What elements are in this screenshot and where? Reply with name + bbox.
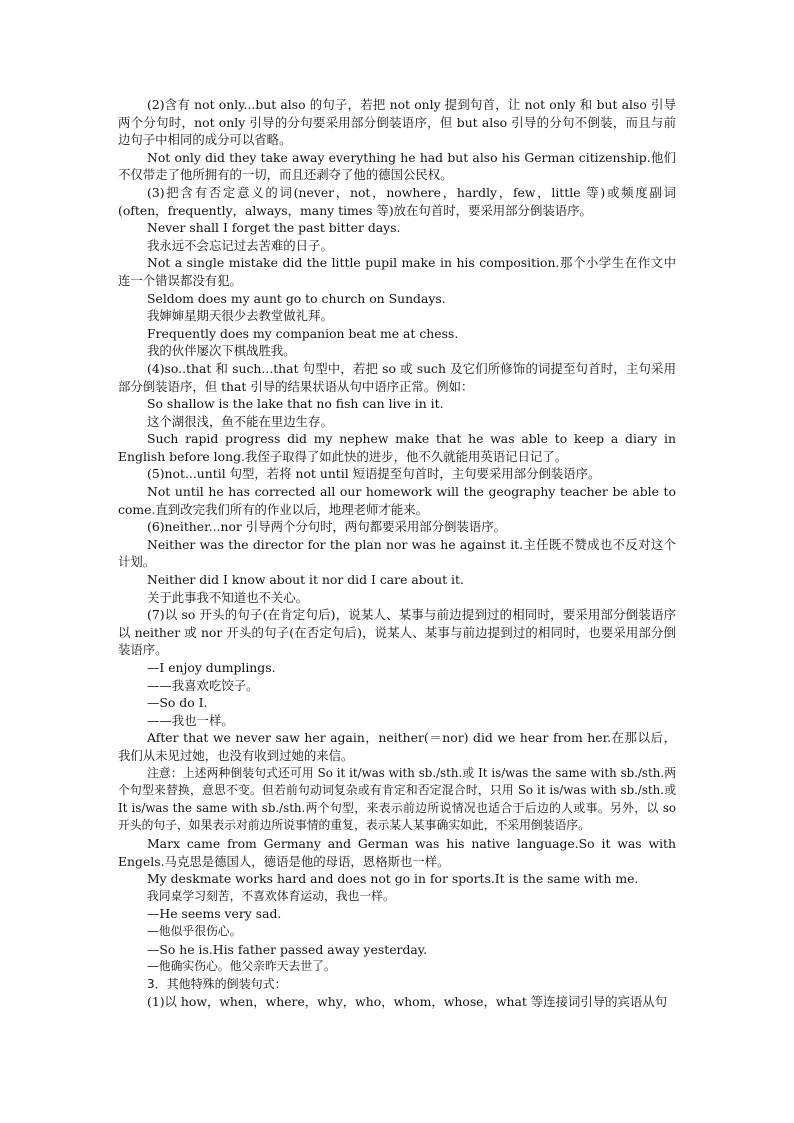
example-marx: Marx came from Germany and German was his native language.So it was with Engels.马克思是德国人，德语是他的母语，恩格斯也一样。 [118, 835, 676, 869]
dialogue-line-3: —So do I. [147, 695, 208, 711]
paragraph-not-until-rule: (5)not...until 句型，若将 not until 短语提至句首时，主句要采用部分倒装语序。 [147, 466, 601, 482]
dialogue-sad-1: —He seems very sad. [147, 906, 282, 922]
paragraph-so-such-rule: (4)so..that 和 such...that 句型中，若把 so 或 such 及它们所修饰的词提至句首时，主句采用部分倒装语序，但 that 引导的结果状语从句中语序正常。例如： [118, 360, 676, 394]
example-after-that: After that we never saw her again，neither(＝nor) did we hear from her.在那以后，我们从未见过她，也没有收到过她的来信。 [118, 730, 676, 763]
example-never: Never shall I forget the past bitter days. [147, 220, 401, 236]
dialogue-line-4: ——我也一样。 [147, 712, 234, 728]
example-such-rapid: Such rapid progress did my nephew make that he was able to keep a diary in English before long.我侄子取得了如此快的进步，他不久就能用英语记日记了。 [118, 431, 676, 464]
translation-frequently: 我的伙伴屡次下棋战胜我。 [147, 343, 296, 359]
dialogue-line-2: ——我喜欢吃饺子。 [147, 677, 259, 693]
example-deskmate: My deskmate works hard and does not go in for sports.It is the same with me. [147, 871, 639, 887]
paragraph-not-only-rule: (2)含有 not only...but also 的句子，若把 not only 提到句首，让 not only 和 but also 引导两个分句时，not only 引导的分句要采用部分倒装语序，但 but also 引导的分句不倒装，而且与前边句子中相同的成分可以省略。 [118, 97, 676, 148]
section-heading-3: 3．其他特殊的倒装句式： [147, 976, 287, 991]
example-not-until: Not until he has corrected all our homework will the geography teacher be able to come.直到改完我们所有的作业以后，地理老师才能来。 [118, 484, 676, 517]
translation-so-shallow: 这个湖很浅，鱼不能在里边生存。 [147, 413, 333, 429]
paragraph-object-clause: (1)以 how，when，where，why，who，whom，whose，what 等连接词引导的宾语从句 [147, 994, 668, 1010]
note-paragraph: 注意：上述两种倒装句式还可用 So it it/was with sb./sth.或 It is/was the same with sb./sth.两个句型来替换，意思不变。但若前句动词复杂或有肯定和否定混合时，只用 So it is/was with sb./sth.或 It is/was the same with sb./sth.两个句型，来表示前边所说情况也适合于后边的人或事。另外，以 so 开头的句子，如果表示对前边所说事情的重复，表示某人某事确实如此，不采用倒装语序。 [118, 765, 676, 833]
dialogue-line-1: —I enjoy dumplings. [147, 660, 276, 675]
document-page [118, 96, 676, 1011]
paragraph-negative-words-rule: (3)把含有否定意义的词(never，not，nowhere，hardly，few，little 等)或频度副词(often，frequently，always，many times 等)放在句首时，要采用部分倒装语序。 [118, 184, 676, 218]
translation-deskmate: 我同桌学习刻苦，不喜欢体育运动，我也一样。 [147, 888, 395, 903]
translation-neither-know: 关于此事我不知道也不关心。 [147, 589, 309, 605]
example-seldom: Seldom does my aunt go to church on Sundays. [147, 290, 446, 306]
paragraph-neither-nor-rule: (6)neither...nor 引导两个分句时，两句都要采用部分倒装语序。 [147, 519, 507, 535]
example-neither-know: Neither did I know about it nor did I care about it. [147, 572, 464, 588]
example-frequently: Frequently does my companion beat me at chess. [147, 325, 459, 341]
example-neither-director: Neither was the director for the plan nor was he against it.主任既不赞成也不反对这个计划。 [118, 536, 676, 570]
paragraph-so-neither-rule: (7)以 so 开头的句子(在肯定句后)，说某人、某事与前边提到过的相同时，要采用部分倒装语序 以 neither 或 nor 开头的句子(在否定句后)，说某人、某事与前边提到过的相同时，也要采用部分倒装语序。 [118, 607, 676, 658]
example-not-a-single: Not a single mistake did the little pupil make in his composition.那个小学生在作文中连一个错误都没有犯。 [118, 255, 676, 288]
translation-seldom: 我婶婶星期天很少去教堂做礼拜。 [147, 308, 333, 324]
dialogue-sad-3: —So he is.His father passed away yesterday. [147, 941, 428, 957]
example-not-only: Not only did they take away everything he had but also his German citizenship.他们不仅带走了他所拥有的一切，而且还剥夺了他的德国公民权。 [118, 149, 676, 183]
dialogue-sad-2: —他似乎很伤心。 [147, 923, 242, 938]
example-so-shallow: So shallow is the lake that no fish can live in it. [147, 396, 444, 412]
dialogue-sad-4: —他确实伤心。他父亲昨天去世了。 [147, 959, 336, 974]
translation-never: 我永远不会忘记过去苦难的日子。 [147, 237, 333, 253]
